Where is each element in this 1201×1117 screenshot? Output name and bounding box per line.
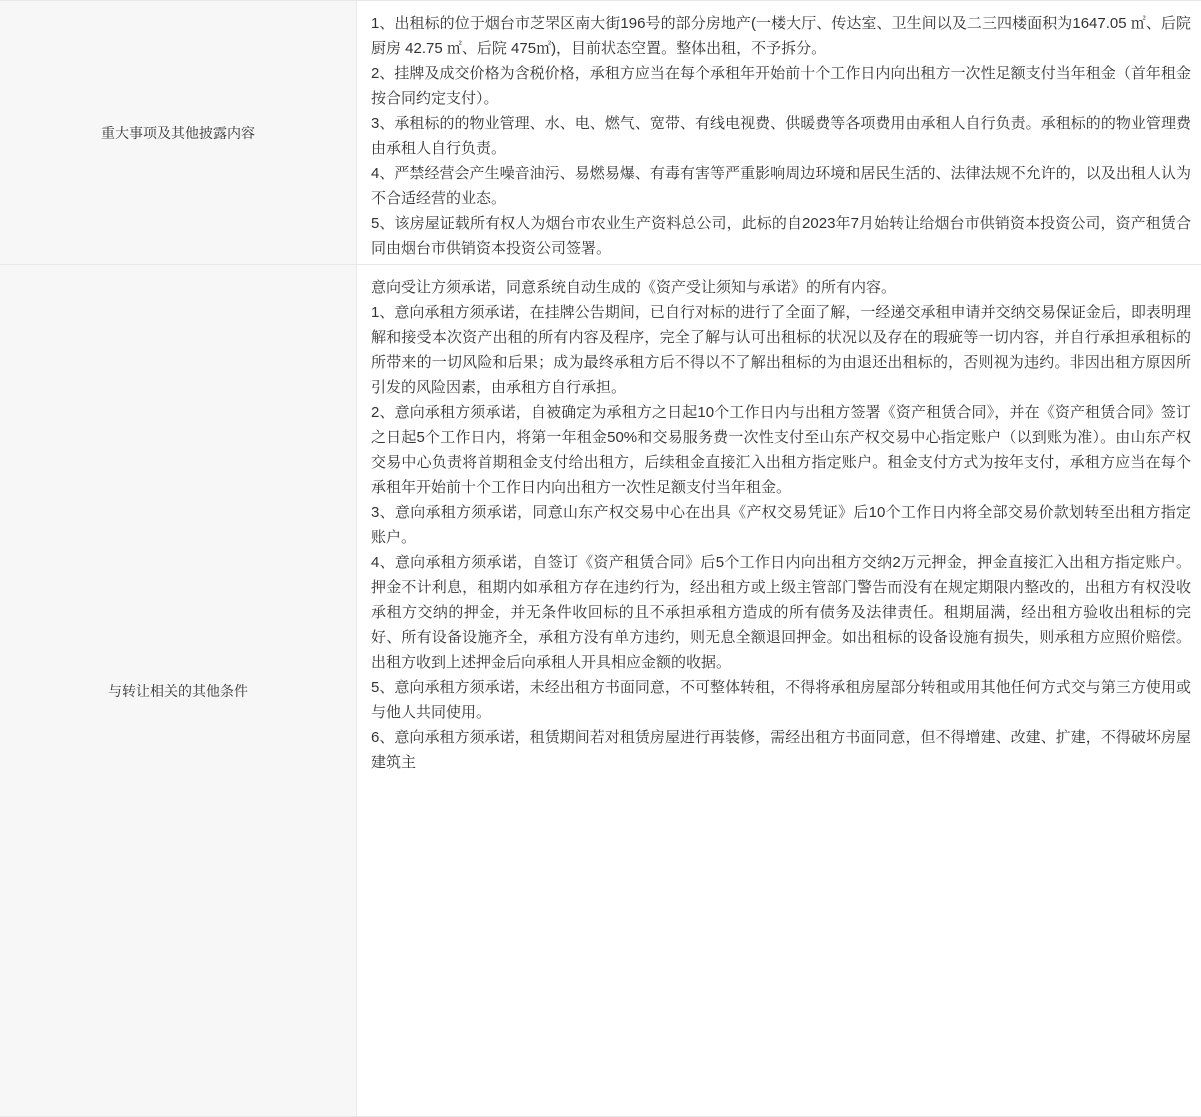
paragraph: 3、意向承租方须承诺，同意山东产权交易中心在出具《产权交易凭证》后10个工作日内将全部交易价款划转至出租方指定账户。 <box>371 504 1191 546</box>
table-row-major-matters <box>0 1 1201 265</box>
paragraph: 1、出租标的位于烟台市芝罘区南大街196号的部分房地产(一楼大厅、传达室、卫生间以及二三四楼面积为1647.05 ㎡、后院厨房 42.75 ㎡、后院 475㎡)，目前状态空置。整体出租，不予拆分。 <box>371 15 1191 57</box>
row-label: 重大事项及其他披露内容 <box>101 124 255 141</box>
paragraph: 1、意向承租方须承诺，在挂牌公告期间，已自行对标的进行了全面了解，一经递交承租申请并交纳交易保证金后，即表明理解和接受本次资产出租的所有内容及程序，完全了解与认可出租标的状况以及存在的瑕疵等一切内容，并自行承担承租标的所带来的一切风险和后果；成为最终承租方后不得以不了解出租标的为由退还出租标的，否则视为违约。非因出租方原因所引发的风险因素，由承租方自行承担。 <box>371 304 1191 396</box>
paragraph: 4、意向承租方须承诺，自签订《资产租赁合同》后5个工作日内向出租方交纳2万元押金，押金直接汇入出租方指定账户。押金不计利息，租期内如承租方存在违约行为，经出租方或上级主管部门警告而没有在规定期限内整改的，出租方有权没收承租方交纳的押金，并无条件收回标的且不承担承租方造成的所有债务及法律责任。租期届满，经出租方验收出租标的完好、所有设备设施齐全，承租方没有单方违约，则无息全额退回押金。如出租标的设备设施有损失，则承租方应照价赔偿。出租方收到上述押金后向承租人开具相应金额的收据。 <box>371 554 1191 671</box>
row-content-cell <box>357 265 1201 1116</box>
paragraph: 2、挂牌及成交价格为含税价格，承租方应当在每个承租年开始前十个工作日内向出租方一次性足额支付当年租金（首年租金按合同约定支付）。 <box>371 65 1191 107</box>
table-row-other-transfer-conditions <box>0 265 1201 1117</box>
paragraph: 4、严禁经营会产生噪音油污、易燃易爆、有毒有害等严重影响周边环境和居民生活的、法律法规不允许的，以及出租人认为不合适经营的业态。 <box>371 165 1191 207</box>
paragraph: 2、意向承租方须承诺，自被确定为承租方之日起10个工作日内与出租方签署《资产租赁合同》，并在《资产租赁合同》签订之日起5个工作日内，将第一年租金50%和交易服务费一次性支付至山东产权交易中心指定账户（以到账为准）。由山东产权交易中心负责将首期租金支付给出租方，后续租金直接汇入出租方指定账户。租金支付方式为按年支付，承租方应当在每个承租年开始前十个工作日内向出租方一次性足额支付当年租金。 <box>371 404 1191 496</box>
paragraph: 意向受让方须承诺，同意系统自动生成的《资产受让须知与承诺》的所有内容。 <box>371 279 897 296</box>
row-label: 与转让相关的其他条件 <box>108 682 248 699</box>
row-label-cell <box>0 265 357 1116</box>
paragraph: 3、承租标的的物业管理、水、电、燃气、宽带、有线电视费、供暖费等各项费用由承租人自行负责。承租标的的物业管理费由承租人自行负责。 <box>371 115 1191 157</box>
paragraph: 5、意向承租方须承诺，未经出租方书面同意，不可整体转租，不得将承租房屋部分转租或用其他任何方式交与第三方使用或与他人共同使用。 <box>371 679 1191 721</box>
row-content-cell <box>357 1 1201 264</box>
row-label-cell <box>0 1 357 264</box>
paragraph: 6、意向承租方须承诺，租赁期间若对租赁房屋进行再装修，需经出租方书面同意，但不得增建、改建、扩建，不得破坏房屋建筑主 <box>371 729 1191 771</box>
paragraph: 5、该房屋证载所有权人为烟台市农业生产资料总公司，此标的自2023年7月始转让给烟台市供销资本投资公司，资产租赁合同由烟台市供销资本投资公司签署。 <box>371 215 1191 257</box>
